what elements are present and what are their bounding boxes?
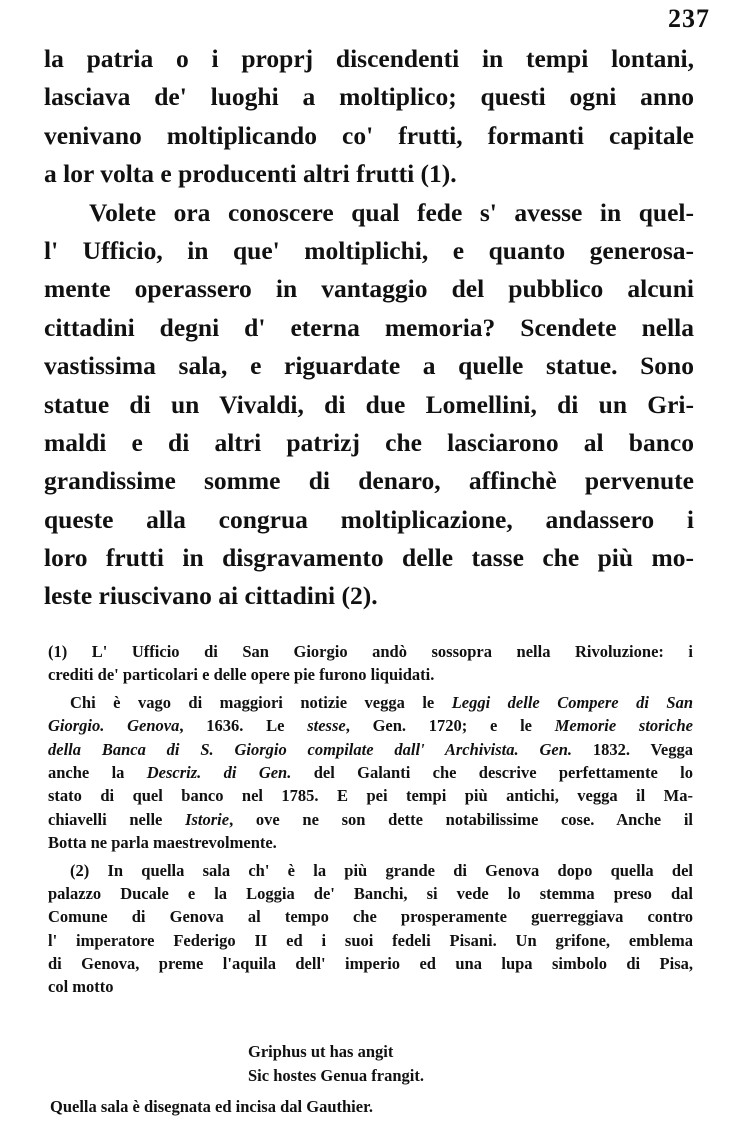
closing-note: Quella sala è disegnata ed incisa dal Gauthier. [50, 1097, 374, 1116]
text-line: queste alla congrua moltiplicazione, andassero i [44, 504, 694, 534]
footnote-1-cont-line: Botta ne parla maestrevolmente. [48, 833, 277, 853]
text-line: loro frutti in disgravamento delle tasse che più mo- [44, 543, 694, 573]
text-line: venivano moltiplicando co' frutti, formanti capitale [44, 120, 694, 150]
footnote-1-cont-line: anche la Descriz. di Gen. del Galanti che descrive perfettamente lo [48, 762, 693, 782]
text-line: cittadini degni d' eterna memoria? Scendete nella [44, 312, 694, 342]
footnote-1-line: crediti de' particolari e delle opere pie furono liquidati. [48, 665, 435, 685]
text-line: mente operassero in vantaggio del pubblico alcuni [44, 274, 694, 304]
footnote-2-line: di Genova, preme l'aquila dell' imperio ed una lupa simbolo di Pisa, [48, 954, 693, 974]
footnote-1-cont-line: della Banca di S. Giorgio compilate dall' Archivista. Gen. 1832. Vegga [48, 739, 693, 759]
motto-line: Sic hostes Genua frangit. [248, 1066, 425, 1085]
text-line: maldi e di altri patrizj che lasciarono al banco [44, 427, 694, 457]
footnote-1-line: (1) L' Ufficio di San Giorgio andò sossopra nella Rivoluzione: i [48, 642, 693, 661]
text-line: vastissima sala, e riguardate a quelle statue. Sono [44, 351, 694, 381]
motto-line: Griphus ut has angit [248, 1042, 394, 1061]
text-line: leste riuscivano ai cittadini (2). [44, 581, 378, 611]
text-line: la patria o i proprj discendenti in tempi lontani, [44, 44, 694, 73]
text-line: grandissime somme di denaro, affinchè pervenute [44, 466, 694, 496]
footnote-1-cont-line: Giorgio. Genova, 1636. Le stesse, Gen. 1720; e le Memorie storiche [48, 716, 693, 736]
footnote-2-line: (2) In quella sala ch' è la più grande di Genova dopo quella del [70, 860, 693, 880]
footnote-1-cont-line: Chi è vago di maggiori notizie vegga le Leggi delle Compere di San [70, 692, 693, 712]
text-line: lasciava de' luoghi a moltiplico; questi ogni anno [44, 82, 694, 112]
footnote-2-line: Comune di Genova al tempo che prosperamente guerreggiava contro [48, 907, 693, 927]
text-line: l' Ufficio, in que' moltiplichi, e quanto generosa- [44, 235, 694, 265]
text-line: Volete ora conoscere qual fede s' avesse in quel- [89, 197, 694, 227]
text-line: a lor volta e producenti altri frutti (1). [44, 159, 457, 189]
text-line: statue di un Vivaldi, di due Lomellini, di un Gri- [44, 389, 694, 419]
footnote-2-line: col motto [48, 977, 114, 997]
page-number: 237 [668, 4, 710, 33]
motto [248, 1040, 424, 1088]
footnote-1-cont-line: stato di quel banco nel 1785. E pei tempi più antichi, vegga il Ma- [48, 786, 693, 806]
footnote-2-line: palazzo Ducale e la Loggia de' Banchi, si vede lo stemma preso dal [48, 883, 693, 903]
footnote-2-line: l' imperatore Federigo II ed i suoi fedeli Pisani. Un grifone, emblema [48, 930, 693, 950]
footnotes [48, 640, 693, 999]
main-text [44, 40, 694, 616]
footnote-1-cont-line: chiavelli nelle Istorie, ove ne son dette notabilissime cose. Anche il [48, 809, 693, 829]
